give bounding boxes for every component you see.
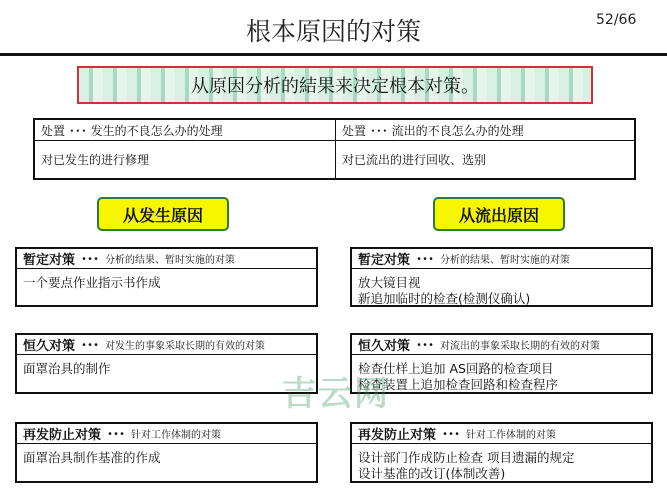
slide-title: 根本原因的对策	[245, 17, 421, 46]
right-countermeasure-box	[350, 333, 653, 394]
box-line: 一个要点作业指示书作成	[23, 275, 161, 290]
box-body	[352, 444, 651, 482]
box-line: 放大镜目视	[358, 275, 421, 290]
left-body: 对已发生的进行修理	[41, 153, 150, 167]
dots: ･･･	[81, 252, 100, 266]
disposition-table	[33, 118, 636, 180]
left-countermeasure-box	[15, 247, 318, 307]
box-line: 设计部门作成防止检查 项目遗漏的规定	[358, 450, 575, 465]
box-description: 对流出的事象采取长期的有效的对策	[440, 341, 601, 352]
right-header: 处置 ･･･ 流出的不良怎么办的处理	[342, 123, 524, 138]
box-body	[17, 444, 316, 466]
from-occurrence-cause-button: 从发生原因	[97, 197, 229, 231]
box-header	[17, 335, 316, 355]
page-number: 52/66	[596, 12, 637, 28]
watermark: 吉云网	[282, 374, 390, 414]
from-outflow-cause-button: 从流出原因	[433, 197, 565, 231]
box-description: 分析的结果、暂时实施的对策	[105, 255, 236, 266]
box-title: 恒久对策	[358, 339, 411, 354]
box-title: 再发防止对策	[23, 428, 102, 443]
right-countermeasure-box	[350, 422, 653, 483]
box-title: 暂定对策	[23, 253, 76, 268]
box-line: 检查仕样上追加 AS回路的检查项目	[358, 361, 554, 376]
box-header	[352, 424, 651, 444]
box-title: 暂定对策	[358, 253, 411, 268]
title-divider	[0, 53, 667, 56]
dots: ･･･	[416, 338, 435, 352]
box-description: 对发生的事象采取长期的有效的对策	[105, 341, 266, 352]
box-title: 恒久对策	[23, 339, 76, 354]
dots: ･･･	[416, 252, 435, 266]
right-body: 对已流出的进行回收、选别	[342, 153, 487, 167]
box-header	[17, 424, 316, 444]
box-line: 面罩治具的制作	[23, 361, 111, 376]
box-header	[17, 249, 316, 269]
box-body	[17, 269, 316, 291]
right-countermeasure-box	[350, 247, 653, 307]
box-line: 设计基准的改订(体制改善)	[358, 466, 506, 481]
dots: ･･･	[81, 338, 100, 352]
box-header	[352, 335, 651, 355]
box-header	[352, 249, 651, 269]
box-body	[352, 269, 651, 307]
banner: 从原因分析的結果来决定根本对策。	[77, 66, 593, 104]
box-description: 针对工作体制的对策	[466, 430, 557, 441]
box-line: 检查装置上追加检查回路和检查程序	[358, 377, 559, 392]
dots: ･･･	[107, 427, 126, 441]
box-body	[352, 355, 651, 393]
left-header: 处置 ･･･ 发生的不良怎么办的处理	[41, 123, 223, 138]
dots: ･･･	[442, 427, 461, 441]
box-description: 分析的结果、暂时实施的对策	[440, 255, 571, 266]
box-description: 针对工作体制的对策	[131, 430, 222, 441]
box-body	[17, 355, 316, 377]
left-countermeasure-box	[15, 333, 318, 394]
box-title: 再发防止对策	[358, 428, 437, 443]
box-line: 面罩治具制作基准的作成	[23, 450, 161, 465]
box-line: 新追加临时的检查(检测仪确认)	[358, 291, 531, 306]
left-countermeasure-box	[15, 422, 318, 483]
